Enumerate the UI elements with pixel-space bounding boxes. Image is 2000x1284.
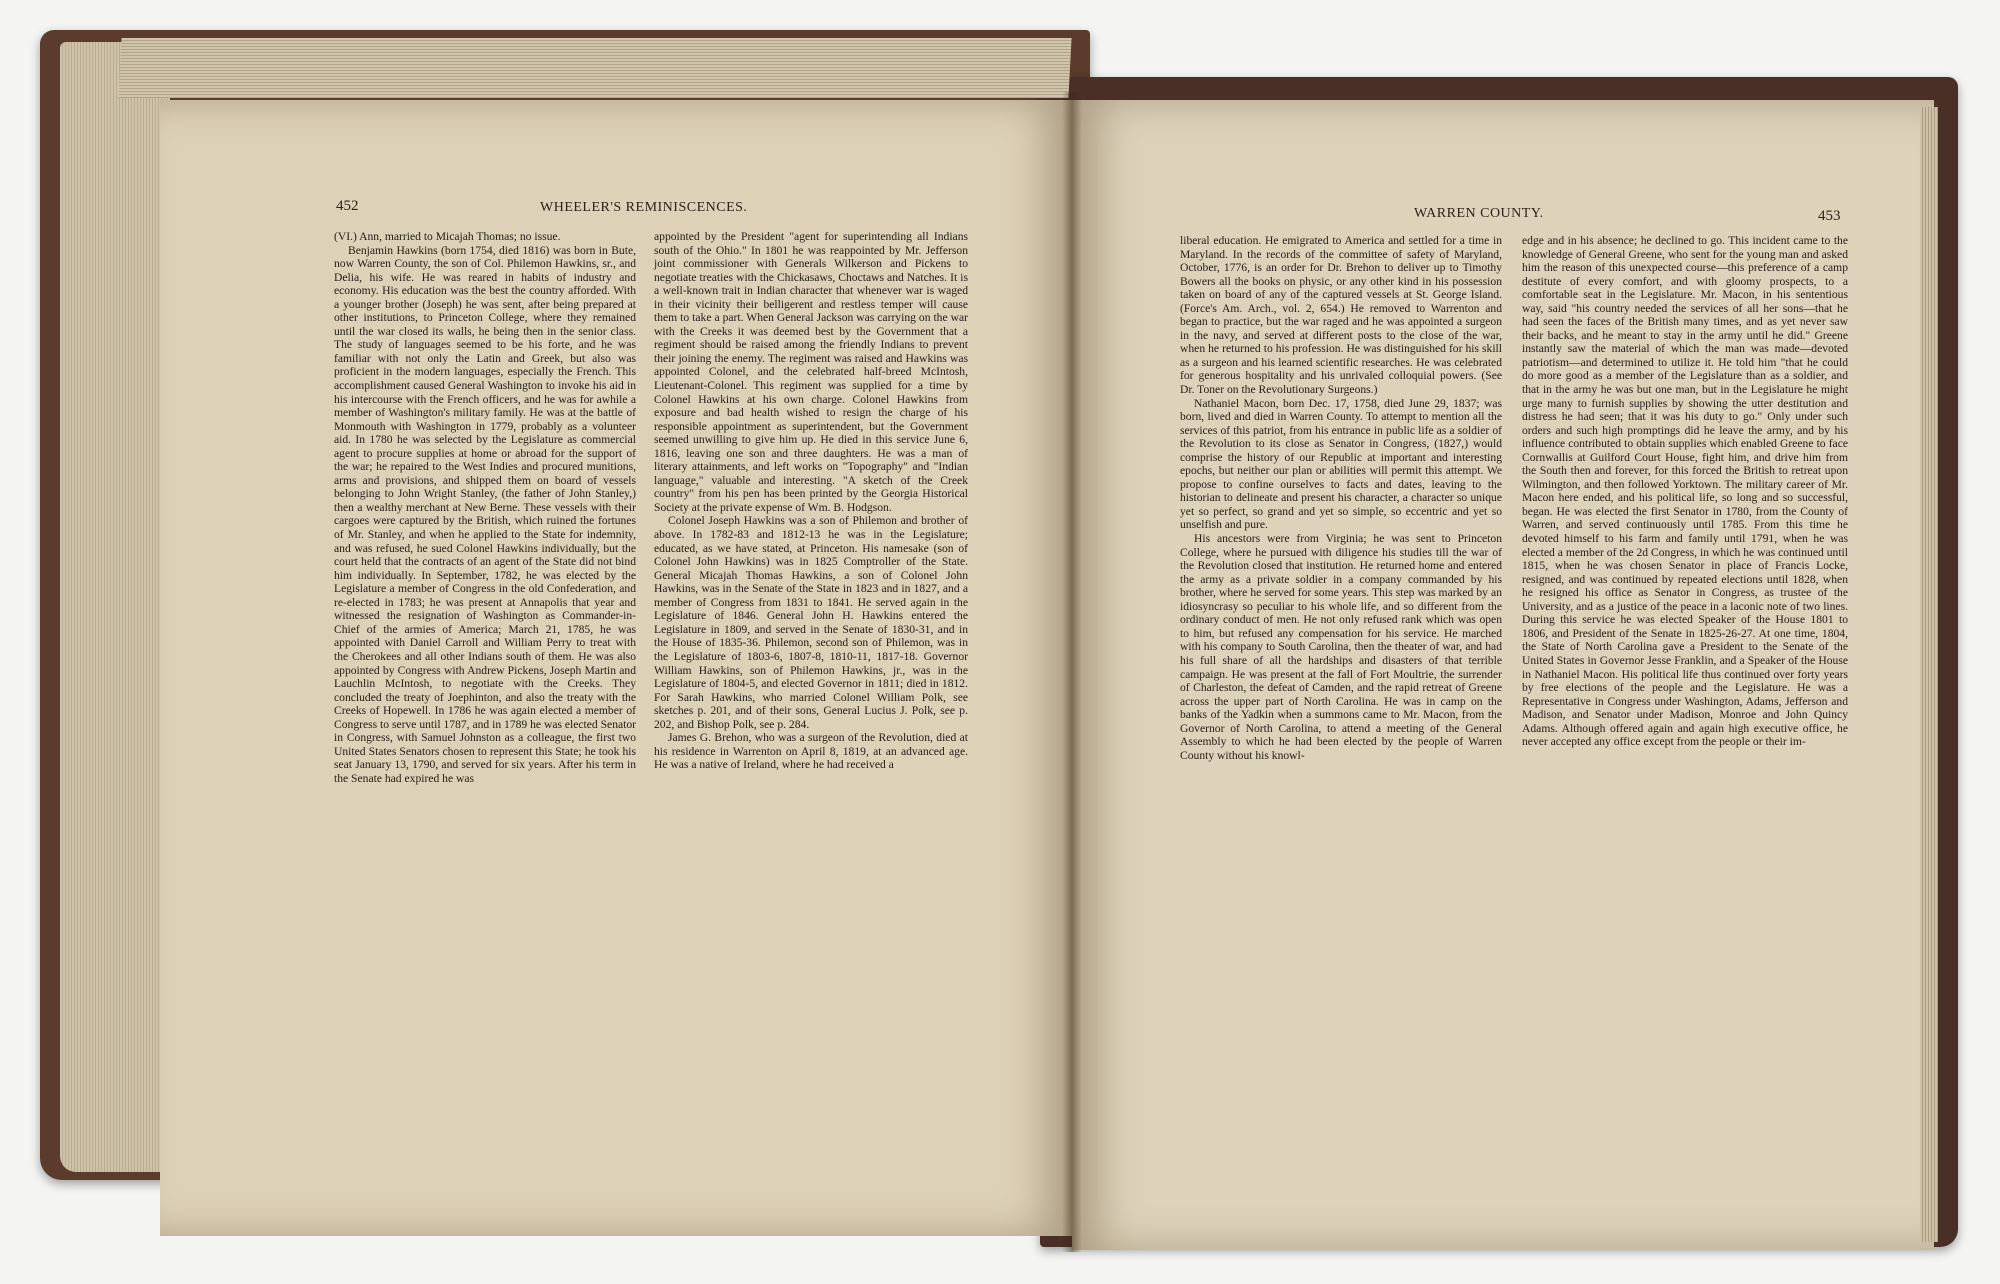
- book-gutter: [1062, 92, 1082, 1252]
- paragraph: appointed by the President "agent for superintending all Indians south of the Ohio." In 1801 he was reappointed by Mr. Jefferson joint commissioner with Generals Wilkerson and Pickens to negotiate treaties with the Chickasaws, Choctaws and Natches. It is a well-known trait in Indian character that whenever war is waged in their vicinity their belligerent and restless temper will cause them to take a part. When General Jackson was carrying on the war with the Creeks it was deemed best by the Government that a regiment should be raised among the friendly Indians to prevent their joining the enemy. The regiment was raised and Hawkins was appointed Colonel, and the celebrated half-breed McIntosh, Lieutenant-Colonel. This regiment was supplied for a time by Colonel Hawkins at his own charge. Colonel Hawkins from exposure and bad health wished to resign the charge of his responsible appointment as superintendent, but the Government seemed unwilling to give him up. He died in this service June 6, 1816, leaving one son and three daughters. He was a man of literary attainments, and left works on "Topography" and "Indian language," valuable and interesting. "A sketch of the Creek country" from his pen has been printed by the Georgia Historical Society at the private expense of Wm. B. Hodgson.: [654, 230, 968, 514]
- running-head-left: WHEELER'S REMINISCENCES.: [540, 200, 748, 215]
- left-page-column-1: [334, 230, 636, 785]
- top-page-edges: [118, 38, 1071, 98]
- right-page-column-2: [1522, 234, 1848, 749]
- right-page: [1072, 100, 1934, 1250]
- left-page-edges: [60, 42, 170, 1172]
- paragraph: Nathaniel Macon, born Dec. 17, 1758, died June 29, 1837; was born, lived and died in Warren County. To attempt to mention all the services of this patriot, from his entrance in public life as a soldier of the Revolution to its close as Senator in Congress, (1827,) would comprise the history of our Republic at important and interesting epochs, but neither our plan or abilities will permit this attempt. We propose to confine ourselves to facts and dates, leaving to the historian to delineate and present his character, a character so unique yet so perfect, so grand and yet so simple, so eccentric and yet so unselfish and pure.: [1180, 396, 1502, 532]
- right-page-edges: [1920, 107, 1938, 1242]
- paragraph: liberal education. He emigrated to America and settled for a time in Maryland. In the records of the committee of safety of Maryland, October, 1776, is an order for Dr. Brehon to deliver up to Timothy Bowers all the books on physic, or any other kind in his possession taken on board of any of the captured vessels at St. George Island. (Force's Am. Arch., vol. 2, 654.) He removed to Warrenton and began to practice, but the war raged and he was appointed a surgeon in the navy, and served at different posts to the close of the war, when he returned to his profession. He was distinguished for his skill as a surgeon and his learned scientific researches. He was celebrated for generous hospitality and his unrivaled colloquial powers. (See Dr. Toner on the Revolutionary Surgeons.): [1180, 234, 1502, 397]
- paragraph: His ancestors were from Virginia; he was sent to Princeton College, where he pursued with diligence his studies till the war of the Revolution closed that institution. He returned home and entered the army as a private soldier in a company commanded by his brother, where he served for some years. This step was marked by an idiosyncrasy so peculiar to his whole life, and so different from the ordinary conduct of men. He not only refused rank which was open to him, but refused any compensation for his service. He marched with his company to South Carolina, then the theater of war, and had his full share of all the hardships and disasters of that terrible campaign. He was present at the fall of Fort Moultrie, the surrender of Charleston, the defeat of Camden, and the rapid retreat of Greene across the upper part of North Carolina. He was in camp on the banks of the Yadkin when a summons came to Mr. Macon, from the Governor of North Carolina, to attend a meeting of the General Assembly to which he had been elected by the people of Warren County without his knowl-: [1180, 532, 1502, 762]
- page-number-right: 453: [1818, 208, 1841, 224]
- paragraph: edge and in his absence; he declined to go. This incident came to the knowledge of General Greene, who sent for the young man and asked him the reason of this unexpected course—this preference of a camp destitute of every comfort, and with gloomy prospects, to a comfortable seat in the Legislature. Mr. Macon, in his sententious way, said "his country needed the services of all her sons—that he had seen the faces of the British many times, and as yet never saw their backs, and he meant to stay in the army until he did." Greene instantly saw the material of which the man was made—devoted patriotism—and determined to utilize it. He told him "that he could do more good as a member of the Legislature than as a soldier, and that in the army he was but one man, but in the Legislature he might urge many to furnish supplies by showing the utter destitution and distress he had seen; that it was his duty to go." Only under such orders and such high promptings did he leave the army, and by his influence contributed to obtain supplies which enabled Greene to face Cornwallis at Guilford Court House, fight him, and drive him from the South then and forever, for this forced the British to retreat upon Wilmington, and then followed Yorktown. The military career of Mr. Macon here ended, and his political life, so long and so successful, began. He was elected the first Senator in 1780, from the County of Warren, and served continuously until 1785. From this time he devoted himself to his farm and family until 1791, when he was elected a member of the 2d Congress, in which he was continued until 1815, when he was chosen Senator in place of Francis Locke, resigned, and was continued by repeated elections until 1828, when he resigned his office as Senator in Congress, as trustee of the University, and as a justice of the peace in a laconic note of two lines. During this service he was elected Speaker of the House 1801 to 1806, and President of the Senate in 1825-26-27. At one time, 1804, the State of North Carolina gave a President to the Senate of the United States in Governor Jesse Franklin, and a Speaker of the House in Nathaniel Macon. His political life thus continued over forty years by free elections of the people and the Legislature. He was a Representative in Congress under Washington, Adams, Jefferson and Madison, and Senator under Madison, Monroe and John Quincy Adams. Although offered again and again high executive office, he never accepted any office except from the people or their im-: [1522, 234, 1848, 749]
- paragraph: James G. Brehon, who was a surgeon of the Revolution, died at his residence in Warrenton on April 8, 1819, at an advanced age. He was a native of Ireland, where he had received a: [654, 731, 968, 772]
- page-number-left: 452: [336, 198, 359, 214]
- paragraph: (VI.) Ann, married to Micajah Thomas; no issue.: [334, 230, 561, 243]
- left-page-column-2: [654, 230, 968, 772]
- open-book: [40, 22, 1958, 1262]
- right-page-column-1: [1180, 234, 1502, 762]
- paragraph: Benjamin Hawkins (born 1754, died 1816) was born in Bute, now Warren County, the son of Col. Philemon Hawkins, sr., and Delia, his wife. He was reared in habits of industry and economy. His education was the best the country afforded. With a younger brother (Joseph) he was sent, after being prepared at other institutions, to Princeton College, where they remained until the war closed its walls, he being then in the senior class. The study of languages seemed to be his forte, and he was familiar with not only the Latin and Greek, but also was proficient in the modern languages, especially the French. This accomplishment caused General Washington to invoke his aid in his intercourse with the French officers, and he was for awhile a member of Washington's military family. He was at the battle of Monmouth with Washington in 1779, probably as a volunteer aid. In 1780 he was selected by the Legislature as commercial agent to procure supplies at home or abroad for the support of the war; he repaired to the West Indies and procured munitions, arms and provisions, and shipped them on board of vessels belonging to John Wright Stanley, (the father of John Stanley,) then a wealthy merchant at New Berne. These vessels with their cargoes were captured by the British, which ruined the fortunes of Mr. Stanley, and when he applied to the State for indemnity, and was refused, he sued Colonel Hawkins individually, but the court held that the contracts of an agent of the State did not bind him individually. In September, 1782, he was elected by the Legislature a member of Congress in the old Confederation, and re-elected in 1783; he was present at Annapolis that year and witnessed the resignation of Washington as Commander-in-Chief of the armies of America; March 21, 1785, he was appointed with Daniel Carroll and William Perry to treat with the Cherokees and all other Indians south of them. He was also appointed by Congress with Andrew Pickens, Joseph Martin and Lauchlin McIntosh, to negotiate with the Creeks. They concluded the treaty of Joephinton, and also the treaty with the Creeks of Hopewell. In 1786 he was again elected a member of Congress to serve until 1787, and in 1789 he was elected Senator in Congress, with Samuel Johnston as a colleague, the first two United States Senators chosen to represent this State; he took his seat January 13, 1790, and served for six years. After his term in the Senate had expired he was: [334, 243, 637, 785]
- paragraph: Colonel Joseph Hawkins was a son of Philemon and brother of above. In 1782-83 and 1812-13 he was in the Legislature; educated, as we have stated, at Princeton. His namesake (son of Colonel John Hawkins) was in 1825 Comptroller of the State. General Micajah Thomas Hawkins, a son of Colonel John Hawkins, was in the Senate of the State in 1823 and in 1827, and a member of Congress from 1831 to 1841. He served again in the Legislature of 1846. General John H. Hawkins entered the Legislature in 1809, and served in the Senate of 1830-31, and in the House of 1835-36. Philemon, second son of Philemon, was in the Legislature of 1803-6, 1807-8, 1810-11, 1817-18. Governor William Hawkins, son of Philemon Hawkins, jr., was in the Legislature of 1804-5, and elected Governor in 1811; died in 1812. For Sarah Hawkins, who married Colonel William Polk, see sketches p. 201, and of their sons, General Lucius J. Polk, see p. 202, and Bishop Polk, see p. 284.: [654, 514, 968, 731]
- left-page: [160, 100, 1072, 1236]
- running-head-right: WARREN COUNTY.: [1414, 206, 1544, 221]
